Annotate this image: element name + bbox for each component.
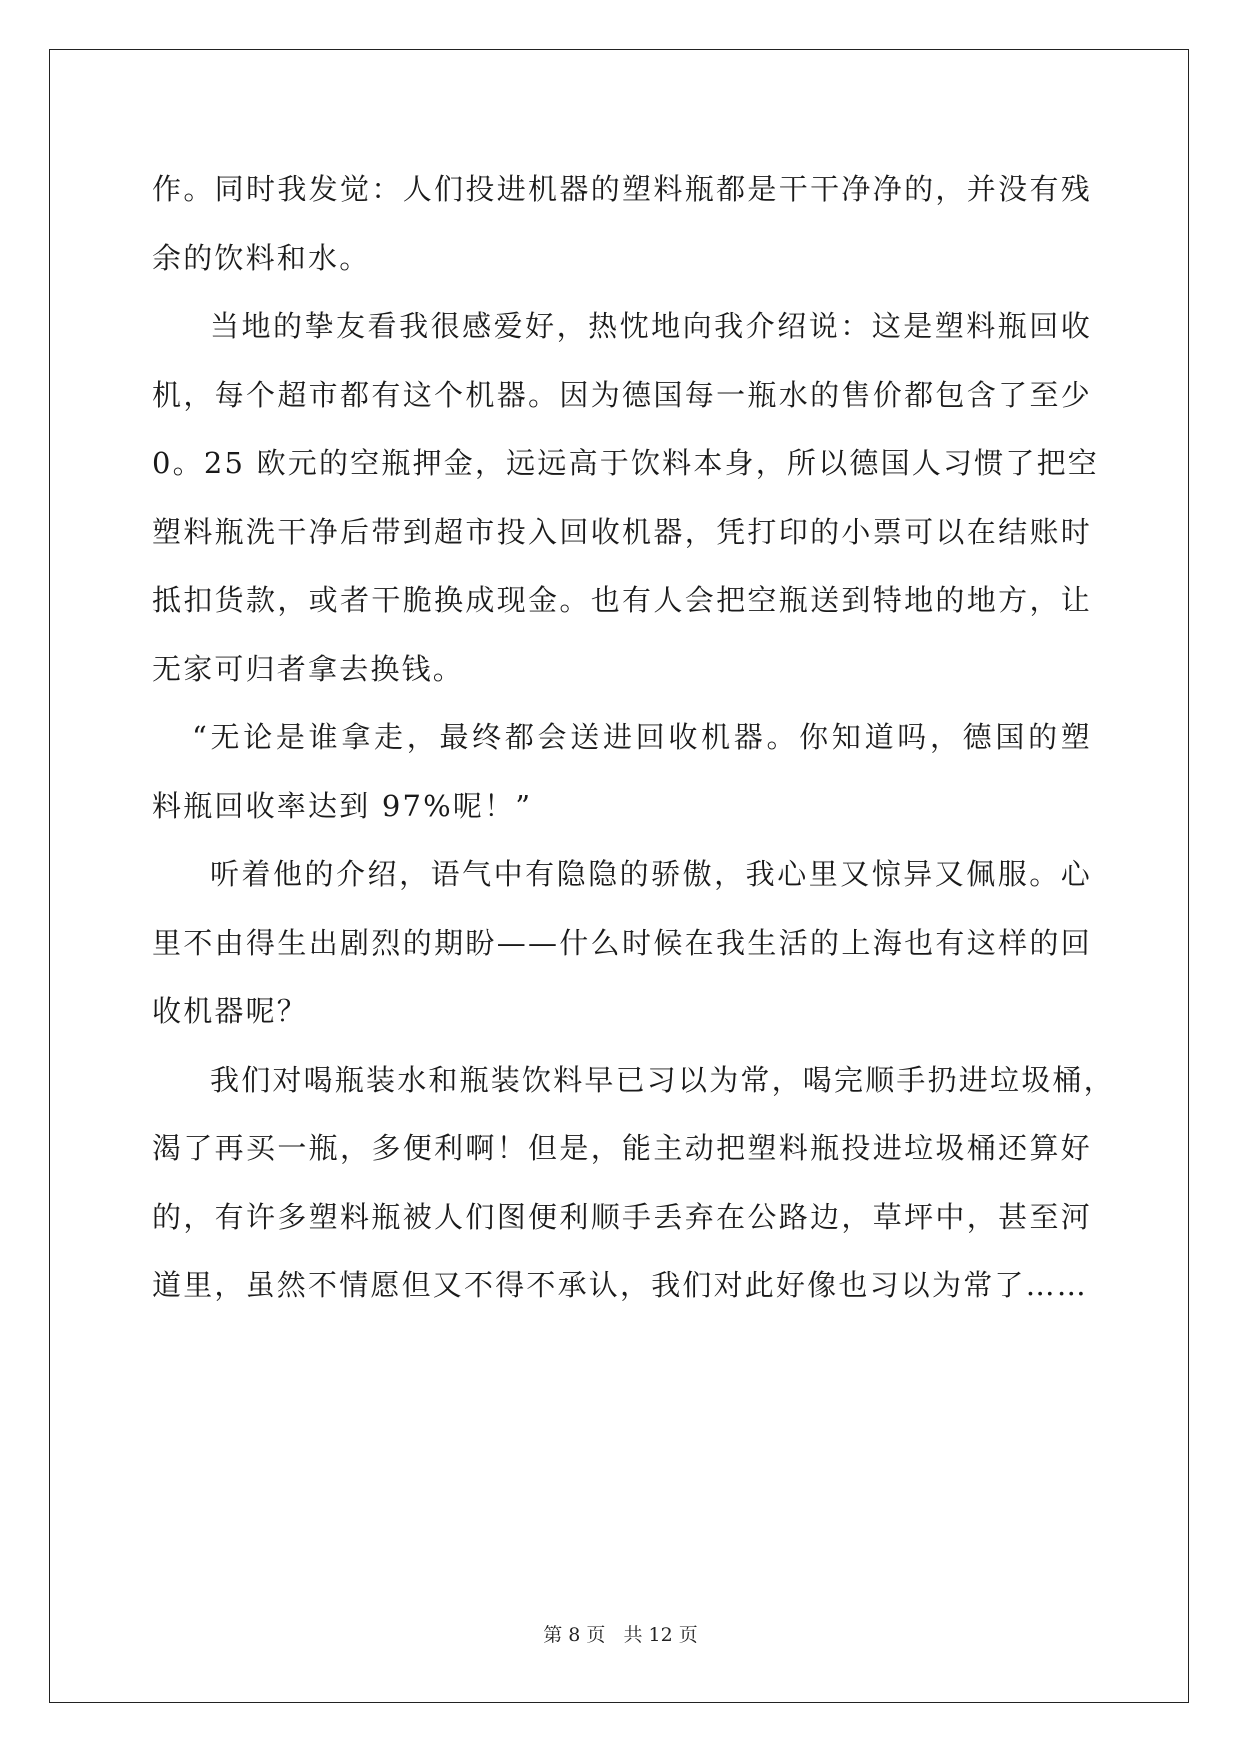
text-line: 作。同时我发觉：人们投进机器的塑料瓶都是干干净净的，并没有残 <box>152 172 1092 206</box>
text-line: “无论是谁拿走，最终都会送进回收机器。你知道吗，德国的塑 <box>192 720 1092 754</box>
text-line: 收机器呢？ <box>152 994 309 1028</box>
paragraph <box>152 703 1092 840</box>
text-line: 道里，虽然不情愿但又不得不承认，我们对此好像也习以为常了…… <box>152 1268 1089 1302</box>
text-line: 0。25 欧元的空瓶押金，远远高于饮料本身，所以德国人习惯了把空 <box>152 446 1099 480</box>
text-line: 余的饮料和水。 <box>152 240 371 275</box>
text-line: 当地的挚友看我很感爱好，热忱地向我介绍说：这是塑料瓶回收 <box>210 309 1092 343</box>
text-line: 渴了再买一瓶，多便利啊！但是，能主动把塑料瓶投进垃圾桶还算好 <box>152 1131 1092 1165</box>
paragraph <box>152 1046 1115 1320</box>
paragraph <box>152 155 1092 292</box>
document-body <box>152 155 1115 1320</box>
text-line: 里不由得生出剧烈的期盼——什么时候在我生活的上海也有这样的回 <box>152 925 1092 960</box>
page-number: 第 8 页 <box>543 1624 606 1646</box>
text-line: 的，有许多塑料瓶被人们图便利顺手丢弃在公路边，草坪中，甚至河 <box>152 1199 1092 1234</box>
text-line: 料瓶回收率达到 97%呢！” <box>152 788 533 823</box>
text-line: 我们对喝瓶装水和瓶装饮料早已习以为常，喝完顺手扔进垃圾桶， <box>210 1062 1115 1097</box>
text-line: 塑料瓶洗干净后带到超市投入回收机器，凭打印的小票可以在结账时 <box>152 514 1092 549</box>
text-line: 机，每个超市都有这个机器。因为德国每一瓶水的售价都包含了至少 <box>152 377 1092 412</box>
text-line: 听着他的介绍，语气中有隐隐的骄傲，我心里又惊异又佩服。心 <box>210 857 1092 891</box>
paragraph <box>152 840 1092 1046</box>
page-footer <box>0 1620 1241 1647</box>
page-total: 共 12 页 <box>623 1624 698 1646</box>
paragraph <box>152 292 1099 703</box>
text-line: 抵扣货款，或者干脆换成现金。也有人会把空瓶送到特地的地方，让 <box>152 583 1092 617</box>
text-line: 无家可归者拿去换钱。 <box>152 651 465 686</box>
